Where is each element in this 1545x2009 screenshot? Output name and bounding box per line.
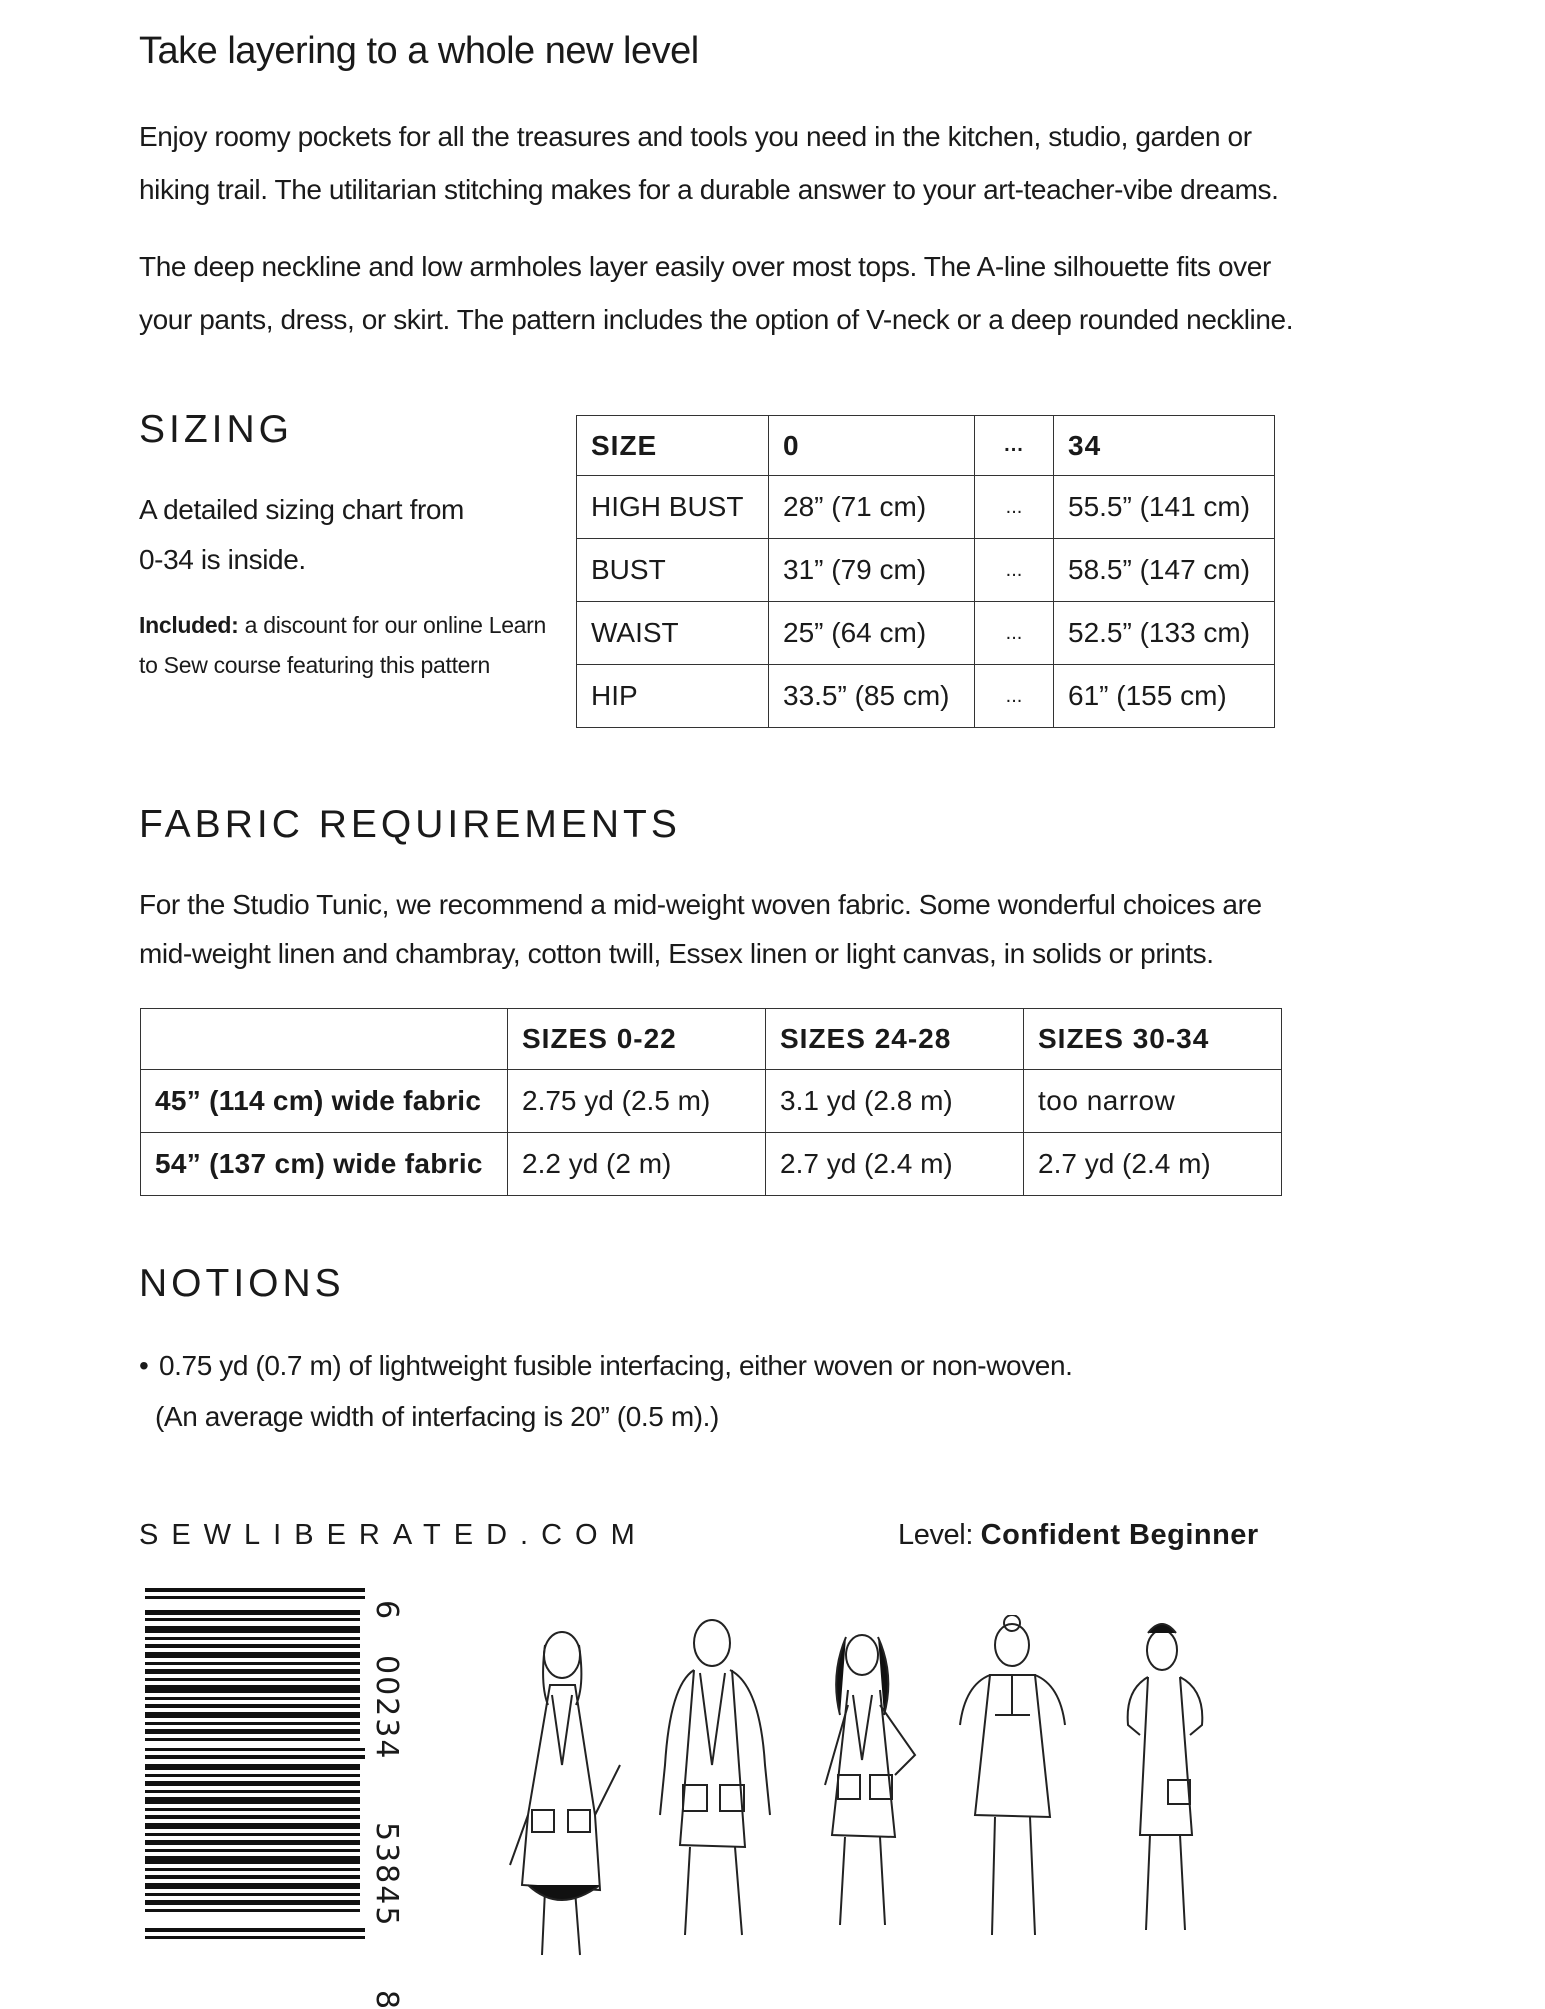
fabric-description [139, 880, 1389, 978]
fabric-table [140, 1008, 1282, 1196]
sizing-cell: 52.5” (133 cm) [1054, 602, 1275, 665]
sizing-cell-ellipsis: ... [975, 665, 1054, 728]
sizing-cell-ellipsis: ... [975, 476, 1054, 539]
sizing-description-line-1: A detailed sizing chart from [139, 494, 464, 525]
notions-item-line-1: 0.75 yd (0.7 m) of lightweight fusible interfacing, either woven or non-woven. [159, 1350, 1073, 1381]
bullet-icon: • [139, 1350, 149, 1381]
included-text-line-1: a discount for our online Learn [238, 612, 547, 638]
sizing-included-note [139, 605, 546, 685]
table-row [141, 1070, 1282, 1133]
sizing-cell: 61” (155 cm) [1054, 665, 1275, 728]
sizing-header-ellipsis: ... [975, 416, 1054, 476]
intro-paragraph-1 [139, 110, 1389, 216]
figure-4 [960, 1615, 1065, 1935]
intro-paragraph-1-line-2: hiking trail. The utilitarian stitching makes for a durable answer to your art-teacher-vibe dreams. [139, 174, 1279, 205]
sizing-header-34: 34 [1054, 416, 1275, 476]
barcode-digits [369, 1600, 404, 2009]
sizing-cell: 31” (79 cm) [769, 539, 975, 602]
level-label: Level: [898, 1519, 973, 1551]
fabric-table-header-row [141, 1009, 1282, 1070]
sizing-table-header-row [577, 416, 1275, 476]
table-row [577, 476, 1275, 539]
sizing-cell: 25” (64 cm) [769, 602, 975, 665]
barcode-group-1: 53845 [369, 1822, 404, 1928]
intro-paragraph-1-line-1: Enjoy roomy pockets for all the treasures and tools you need in the kitchen, studio, garden or [139, 121, 1252, 152]
fabric-header-sizes-0-22: SIZES 0-22 [508, 1009, 766, 1070]
sizing-row-label: HIGH BUST [577, 476, 769, 539]
figure-1 [510, 1632, 620, 1955]
fabric-description-line-2: mid-weight linen and chambray, cotton twill, Essex linen or light canvas, in solids or prints. [139, 938, 1214, 969]
included-text-line-2: to Sew course featuring this pattern [139, 652, 491, 678]
sizing-cell-ellipsis: ... [975, 539, 1054, 602]
fabric-cell: 2.2 yd (2 m) [508, 1133, 766, 1196]
fabric-row-label: 45” (114 cm) wide fabric [141, 1070, 508, 1133]
fabric-heading: FABRIC REQUIREMENTS [139, 803, 681, 846]
sizing-table [576, 415, 1275, 728]
sizing-row-label: BUST [577, 539, 769, 602]
sizing-cell: 58.5” (147 cm) [1054, 539, 1275, 602]
table-row [577, 539, 1275, 602]
sizing-heading: SIZING [139, 408, 294, 451]
sizing-cell: 55.5” (141 cm) [1054, 476, 1275, 539]
table-row [577, 665, 1275, 728]
sizing-description [139, 485, 464, 585]
notions-heading: NOTIONS [139, 1262, 345, 1305]
sizing-row-label: HIP [577, 665, 769, 728]
barcode-digit-end: 6 [369, 1600, 404, 1620]
sizing-header-size: SIZE [577, 416, 769, 476]
fabric-cell: 2.7 yd (2.4 m) [766, 1133, 1024, 1196]
figures-illustration [500, 1615, 1240, 1960]
fabric-row-label: 54” (137 cm) wide fabric [141, 1133, 508, 1196]
table-row [577, 602, 1275, 665]
fabric-cell: 2.7 yd (2.4 m) [1024, 1133, 1282, 1196]
intro-paragraph-2-line-1: The deep neckline and low armholes layer easily over most tops. The A-line silhouette fits over [139, 251, 1271, 282]
sizing-header-0: 0 [769, 416, 975, 476]
figure-2 [660, 1620, 770, 1935]
headline: Take layering to a whole new level [139, 30, 699, 72]
sizing-row-label: WAIST [577, 602, 769, 665]
fabric-cell: too narrow [1024, 1070, 1282, 1133]
website-text: SEWLIBERATED.COM [139, 1519, 648, 1551]
notions-item [139, 1350, 1073, 1382]
intro-paragraph-2-line-2: your pants, dress, or skirt. The pattern includes the option of V-neck or a deep rounded neckline. [139, 304, 1294, 335]
fabric-cell: 2.75 yd (2.5 m) [508, 1070, 766, 1133]
fabric-header-sizes-24-28: SIZES 24-28 [766, 1009, 1024, 1070]
intro-paragraph-2 [139, 240, 1389, 346]
level-value: Confident Beginner [980, 1519, 1259, 1551]
fabric-cell: 3.1 yd (2.8 m) [766, 1070, 1024, 1133]
table-row [141, 1133, 1282, 1196]
fabric-description-line-1: For the Studio Tunic, we recommend a mid-weight woven fabric. Some wonderful choices are [139, 889, 1262, 920]
sizing-cell: 33.5” (85 cm) [769, 665, 975, 728]
barcode-digit-start: 8 [369, 1990, 404, 2009]
sizing-cell: 28” (71 cm) [769, 476, 975, 539]
fabric-header-sizes-30-34: SIZES 30-34 [1024, 1009, 1282, 1070]
figure-3 [825, 1635, 915, 1925]
figure-5 [1128, 1624, 1203, 1930]
level-indicator [898, 1519, 1259, 1552]
included-label: Included: [139, 612, 239, 638]
sizing-description-line-2: 0-34 is inside. [139, 544, 306, 575]
barcode [145, 1588, 370, 1948]
sizing-cell-ellipsis: ... [975, 602, 1054, 665]
barcode-bars [145, 1588, 365, 1939]
notions-item-line-2: (An average width of interfacing is 20” (0.5 m).) [155, 1401, 719, 1432]
barcode-group-2: 00234 [369, 1655, 404, 1761]
fabric-header-empty [141, 1009, 508, 1070]
